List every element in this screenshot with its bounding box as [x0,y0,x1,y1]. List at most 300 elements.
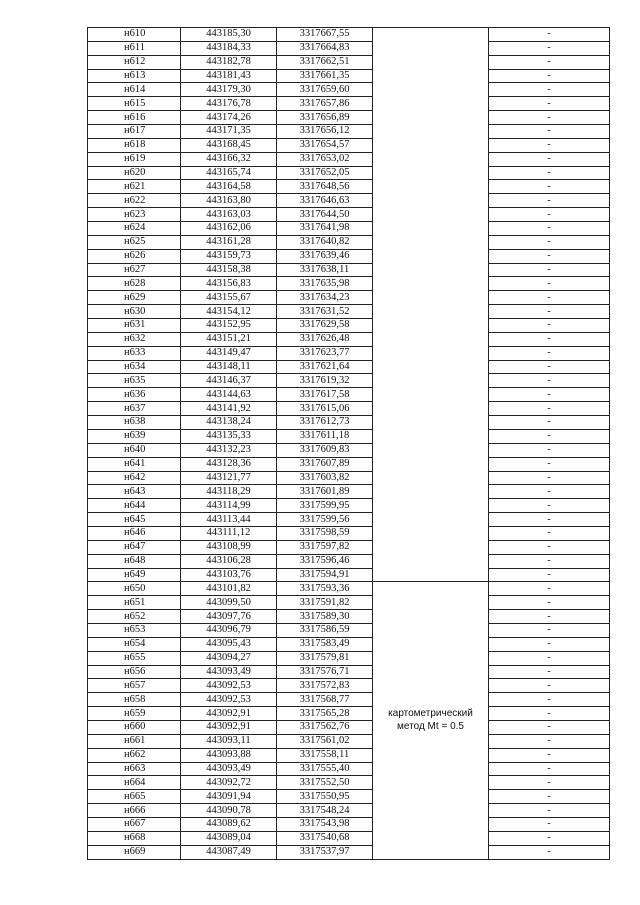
accuracy-cell: - [489,111,610,125]
y-coordinate-cell: 3317619,32 [277,374,373,388]
accuracy-cell: - [489,471,610,485]
x-coordinate-cell: 443174,26 [181,111,277,125]
point-number-cell: н613 [88,69,181,83]
accuracy-cell: - [489,55,610,69]
point-number-cell: н633 [88,346,181,360]
x-coordinate-cell: 443163,80 [181,194,277,208]
accuracy-cell: - [489,720,610,734]
x-coordinate-cell: 443095,43 [181,637,277,651]
accuracy-cell: - [489,665,610,679]
table-row [88,305,610,319]
y-coordinate-cell: 3317591,82 [277,596,373,610]
point-number-cell: н653 [88,623,181,637]
table-row [88,332,610,346]
y-coordinate-cell: 3317572,83 [277,679,373,693]
point-number-cell: н610 [88,28,181,42]
accuracy-cell: - [489,845,610,859]
table-row [88,540,610,554]
point-number-cell: н644 [88,499,181,513]
accuracy-cell: - [489,319,610,333]
accuracy-cell: - [489,305,610,319]
table-row [88,194,610,208]
table-row [88,69,610,83]
x-coordinate-cell: 443149,47 [181,346,277,360]
y-coordinate-cell: 3317657,86 [277,97,373,111]
table-row [88,582,610,596]
y-coordinate-cell: 3317664,83 [277,41,373,55]
accuracy-cell: - [489,776,610,790]
point-number-cell: н621 [88,180,181,194]
table-row [88,111,610,125]
accuracy-cell: - [489,499,610,513]
x-coordinate-cell: 443146,37 [181,374,277,388]
point-number-cell: н630 [88,305,181,319]
point-number-cell: н625 [88,235,181,249]
table-row [88,360,610,374]
y-coordinate-cell: 3317611,18 [277,429,373,443]
table-row [88,804,610,818]
coordinates-table [87,27,610,860]
table-row [88,138,610,152]
x-coordinate-cell: 443094,27 [181,651,277,665]
x-coordinate-cell: 443179,30 [181,83,277,97]
table-row [88,610,610,624]
table-row [88,845,610,859]
x-coordinate-cell: 443113,44 [181,513,277,527]
point-number-cell: н654 [88,637,181,651]
point-number-cell: н649 [88,568,181,582]
point-number-cell: н666 [88,804,181,818]
point-number-cell: н638 [88,416,181,430]
point-number-cell: н650 [88,582,181,596]
point-number-cell: н646 [88,526,181,540]
x-coordinate-cell: 443152,95 [181,319,277,333]
point-number-cell: н616 [88,111,181,125]
accuracy-cell: - [489,166,610,180]
x-coordinate-cell: 443089,62 [181,817,277,831]
point-number-cell: н661 [88,734,181,748]
table-row [88,402,610,416]
point-number-cell: н634 [88,360,181,374]
point-number-cell: н635 [88,374,181,388]
y-coordinate-cell: 3317579,81 [277,651,373,665]
y-coordinate-cell: 3317603,82 [277,471,373,485]
accuracy-cell: - [489,817,610,831]
x-coordinate-cell: 443093,49 [181,665,277,679]
table-row [88,554,610,568]
accuracy-cell: - [489,277,610,291]
accuracy-cell: - [489,249,610,263]
table-row [88,416,610,430]
point-number-cell: н627 [88,263,181,277]
table-row [88,720,610,734]
y-coordinate-cell: 3317597,82 [277,540,373,554]
x-coordinate-cell: 443156,83 [181,277,277,291]
table-row [88,263,610,277]
point-number-cell: н631 [88,319,181,333]
y-coordinate-cell: 3317626,48 [277,332,373,346]
point-number-cell: н640 [88,443,181,457]
x-coordinate-cell: 443144,63 [181,388,277,402]
accuracy-cell: - [489,263,610,277]
point-number-cell: н642 [88,471,181,485]
accuracy-cell: - [489,540,610,554]
accuracy-cell: - [489,679,610,693]
y-coordinate-cell: 3317552,50 [277,776,373,790]
accuracy-cell: - [489,790,610,804]
point-number-cell: н643 [88,485,181,499]
accuracy-cell: - [489,596,610,610]
table-row [88,817,610,831]
y-coordinate-cell: 3317543,98 [277,817,373,831]
y-coordinate-cell: 3317550,95 [277,790,373,804]
accuracy-cell: - [489,235,610,249]
y-coordinate-cell: 3317641,98 [277,222,373,236]
x-coordinate-cell: 443101,82 [181,582,277,596]
y-coordinate-cell: 3317661,35 [277,69,373,83]
point-number-cell: н652 [88,610,181,624]
y-coordinate-cell: 3317594,91 [277,568,373,582]
accuracy-cell: - [489,429,610,443]
table-row [88,471,610,485]
table-row [88,28,610,42]
table-row [88,125,610,139]
y-coordinate-cell: 3317540,68 [277,831,373,845]
x-coordinate-cell: 443141,92 [181,402,277,416]
point-number-cell: н658 [88,693,181,707]
accuracy-cell: - [489,554,610,568]
table-row [88,734,610,748]
y-coordinate-cell: 3317648,56 [277,180,373,194]
accuracy-cell: - [489,526,610,540]
table-row [88,277,610,291]
x-coordinate-cell: 443168,45 [181,138,277,152]
table-row [88,166,610,180]
y-coordinate-cell: 3317652,05 [277,166,373,180]
x-coordinate-cell: 443118,29 [181,485,277,499]
accuracy-cell: - [489,374,610,388]
y-coordinate-cell: 3317537,97 [277,845,373,859]
point-number-cell: н667 [88,817,181,831]
point-number-cell: н656 [88,665,181,679]
coordinates-table-body [88,28,610,860]
y-coordinate-cell: 3317638,11 [277,263,373,277]
y-coordinate-cell: 3317646,63 [277,194,373,208]
x-coordinate-cell: 443111,12 [181,526,277,540]
accuracy-cell: - [489,582,610,596]
x-coordinate-cell: 443097,76 [181,610,277,624]
y-coordinate-cell: 3317599,56 [277,513,373,527]
accuracy-cell: - [489,610,610,624]
table-row [88,637,610,651]
table-row [88,596,610,610]
point-number-cell: н651 [88,596,181,610]
y-coordinate-cell: 3317555,40 [277,762,373,776]
accuracy-cell: - [489,360,610,374]
x-coordinate-cell: 443089,04 [181,831,277,845]
point-number-cell: н659 [88,707,181,721]
point-number-cell: н641 [88,457,181,471]
x-coordinate-cell: 443128,36 [181,457,277,471]
point-number-cell: н664 [88,776,181,790]
table-row [88,374,610,388]
accuracy-cell: - [489,83,610,97]
accuracy-cell: - [489,402,610,416]
y-coordinate-cell: 3317654,57 [277,138,373,152]
x-coordinate-cell: 443106,28 [181,554,277,568]
x-coordinate-cell: 443148,11 [181,360,277,374]
y-coordinate-cell: 3317576,71 [277,665,373,679]
table-row [88,443,610,457]
x-coordinate-cell: 443093,49 [181,762,277,776]
method-cell [373,28,489,582]
y-coordinate-cell: 3317565,28 [277,707,373,721]
accuracy-cell: - [489,388,610,402]
accuracy-cell: - [489,485,610,499]
x-coordinate-cell: 443166,32 [181,152,277,166]
accuracy-cell: - [489,693,610,707]
table-row [88,623,610,637]
y-coordinate-cell: 3317629,58 [277,319,373,333]
y-coordinate-cell: 3317601,89 [277,485,373,499]
y-coordinate-cell: 3317589,30 [277,610,373,624]
y-coordinate-cell: 3317561,02 [277,734,373,748]
table-row [88,55,610,69]
x-coordinate-cell: 443135,33 [181,429,277,443]
point-number-cell: н663 [88,762,181,776]
accuracy-cell: - [489,332,610,346]
accuracy-cell: - [489,222,610,236]
x-coordinate-cell: 443176,78 [181,97,277,111]
y-coordinate-cell: 3317596,46 [277,554,373,568]
table-row [88,665,610,679]
point-number-cell: н662 [88,748,181,762]
point-number-cell: н620 [88,166,181,180]
x-coordinate-cell: 443165,74 [181,166,277,180]
accuracy-cell: - [489,651,610,665]
table-row [88,485,610,499]
y-coordinate-cell: 3317617,58 [277,388,373,402]
x-coordinate-cell: 443087,49 [181,845,277,859]
point-number-cell: н612 [88,55,181,69]
table-row [88,651,610,665]
table-row [88,568,610,582]
point-number-cell: н623 [88,208,181,222]
y-coordinate-cell: 3317593,36 [277,582,373,596]
table-row [88,526,610,540]
accuracy-cell: - [489,208,610,222]
accuracy-cell: - [489,762,610,776]
y-coordinate-cell: 3317615,06 [277,402,373,416]
table-row [88,346,610,360]
table-row [88,679,610,693]
point-number-cell: н636 [88,388,181,402]
x-coordinate-cell: 443091,94 [181,790,277,804]
accuracy-cell: - [489,125,610,139]
x-coordinate-cell: 443162,06 [181,222,277,236]
accuracy-cell: - [489,513,610,527]
x-coordinate-cell: 443092,53 [181,679,277,693]
table-row [88,97,610,111]
y-coordinate-cell: 3317599,95 [277,499,373,513]
x-coordinate-cell: 443138,24 [181,416,277,430]
table-row [88,83,610,97]
table-row [88,388,610,402]
y-coordinate-cell: 3317639,46 [277,249,373,263]
point-number-cell: н669 [88,845,181,859]
accuracy-cell: - [489,97,610,111]
y-coordinate-cell: 3317634,23 [277,291,373,305]
point-number-cell: н657 [88,679,181,693]
table-row [88,208,610,222]
table-row [88,693,610,707]
table-row [88,291,610,305]
x-coordinate-cell: 443164,58 [181,180,277,194]
x-coordinate-cell: 443185,30 [181,28,277,42]
accuracy-cell: - [489,707,610,721]
x-coordinate-cell: 443132,23 [181,443,277,457]
table-row [88,457,610,471]
accuracy-cell: - [489,748,610,762]
x-coordinate-cell: 443151,21 [181,332,277,346]
x-coordinate-cell: 443092,91 [181,707,277,721]
table-row [88,41,610,55]
table-row [88,762,610,776]
table-row [88,152,610,166]
point-number-cell: н647 [88,540,181,554]
y-coordinate-cell: 3317583,49 [277,637,373,651]
point-number-cell: н617 [88,125,181,139]
x-coordinate-cell: 443092,91 [181,720,277,734]
y-coordinate-cell: 3317659,60 [277,83,373,97]
x-coordinate-cell: 443096,79 [181,623,277,637]
x-coordinate-cell: 443092,72 [181,776,277,790]
y-coordinate-cell: 3317662,51 [277,55,373,69]
accuracy-cell: - [489,804,610,818]
x-coordinate-cell: 443099,50 [181,596,277,610]
y-coordinate-cell: 3317598,59 [277,526,373,540]
x-coordinate-cell: 443155,67 [181,291,277,305]
accuracy-cell: - [489,416,610,430]
table-row [88,513,610,527]
y-coordinate-cell: 3317653,02 [277,152,373,166]
table-row [88,319,610,333]
accuracy-cell: - [489,457,610,471]
point-number-cell: н660 [88,720,181,734]
point-number-cell: н624 [88,222,181,236]
point-number-cell: н619 [88,152,181,166]
y-coordinate-cell: 3317586,59 [277,623,373,637]
x-coordinate-cell: 443090,78 [181,804,277,818]
point-number-cell: н629 [88,291,181,305]
point-number-cell: н614 [88,83,181,97]
y-coordinate-cell: 3317623,77 [277,346,373,360]
y-coordinate-cell: 3317612,73 [277,416,373,430]
accuracy-cell: - [489,637,610,651]
accuracy-cell: - [489,346,610,360]
accuracy-cell: - [489,831,610,845]
point-number-cell: н611 [88,41,181,55]
x-coordinate-cell: 443159,73 [181,249,277,263]
x-coordinate-cell: 443103,76 [181,568,277,582]
accuracy-cell: - [489,443,610,457]
x-coordinate-cell: 443092,53 [181,693,277,707]
accuracy-cell: - [489,28,610,42]
x-coordinate-cell: 443093,88 [181,748,277,762]
x-coordinate-cell: 443154,12 [181,305,277,319]
y-coordinate-cell: 3317640,82 [277,235,373,249]
point-number-cell: н668 [88,831,181,845]
y-coordinate-cell: 3317548,24 [277,804,373,818]
table-row [88,429,610,443]
x-coordinate-cell: 443158,38 [181,263,277,277]
x-coordinate-cell: 443184,33 [181,41,277,55]
y-coordinate-cell: 3317607,89 [277,457,373,471]
table-row [88,499,610,513]
x-coordinate-cell: 443161,28 [181,235,277,249]
y-coordinate-cell: 3317635,98 [277,277,373,291]
y-coordinate-cell: 3317631,52 [277,305,373,319]
x-coordinate-cell: 443163,03 [181,208,277,222]
x-coordinate-cell: 443181,43 [181,69,277,83]
y-coordinate-cell: 3317656,12 [277,125,373,139]
x-coordinate-cell: 443121,77 [181,471,277,485]
point-number-cell: н639 [88,429,181,443]
accuracy-cell: - [489,138,610,152]
table-row [88,790,610,804]
accuracy-cell: - [489,623,610,637]
point-number-cell: н632 [88,332,181,346]
y-coordinate-cell: 3317667,55 [277,28,373,42]
point-number-cell: н628 [88,277,181,291]
point-number-cell: н637 [88,402,181,416]
accuracy-cell: - [489,568,610,582]
y-coordinate-cell: 3317644,50 [277,208,373,222]
point-number-cell: н645 [88,513,181,527]
point-number-cell: н626 [88,249,181,263]
accuracy-cell: - [489,41,610,55]
table-row [88,831,610,845]
y-coordinate-cell: 3317562,76 [277,720,373,734]
table-row [88,776,610,790]
point-number-cell: н618 [88,138,181,152]
point-number-cell: н615 [88,97,181,111]
y-coordinate-cell: 3317568,77 [277,693,373,707]
table-row [88,748,610,762]
accuracy-cell: - [489,291,610,305]
x-coordinate-cell: 443114,99 [181,499,277,513]
y-coordinate-cell: 3317558,11 [277,748,373,762]
x-coordinate-cell: 443108,99 [181,540,277,554]
accuracy-cell: - [489,180,610,194]
y-coordinate-cell: 3317656,89 [277,111,373,125]
accuracy-cell: - [489,152,610,166]
table-row [88,249,610,263]
table-row [88,180,610,194]
accuracy-cell: - [489,69,610,83]
y-coordinate-cell: 3317621,64 [277,360,373,374]
x-coordinate-cell: 443182,78 [181,55,277,69]
point-number-cell: н655 [88,651,181,665]
point-number-cell: н648 [88,554,181,568]
method-cell: картометрический метод Mt = 0.5 [373,582,489,859]
accuracy-cell: - [489,734,610,748]
table-row [88,235,610,249]
point-number-cell: н665 [88,790,181,804]
x-coordinate-cell: 443171,35 [181,125,277,139]
table-row [88,222,610,236]
accuracy-cell: - [489,194,610,208]
